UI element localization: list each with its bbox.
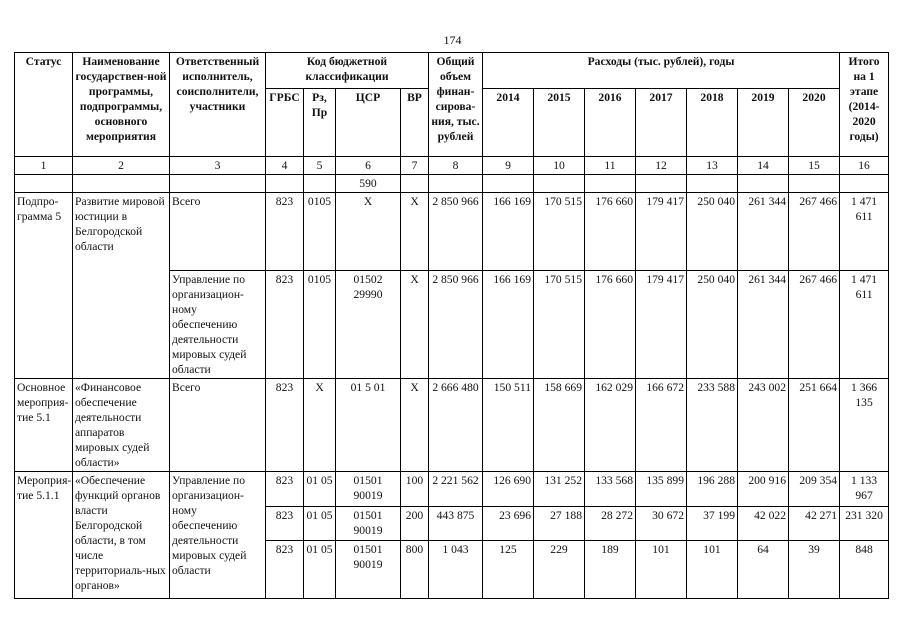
row-2015: 229 [534, 541, 585, 599]
column-number: 2 [73, 157, 170, 175]
table-row [15, 472, 889, 507]
column-number: 6 [336, 157, 401, 175]
row-vr: 800 [401, 541, 429, 599]
column-number: 15 [789, 157, 840, 175]
row-2017: 101 [636, 541, 687, 599]
row-2018: 250 040 [687, 271, 738, 379]
row-2018: 250 040 [687, 193, 738, 271]
row-responsible: Управление по организацион-ному обеспечению деятельности мировых судей области [170, 271, 266, 379]
row-grbs: 823 [266, 379, 304, 472]
row-itogo: 1 471 611 [840, 271, 889, 379]
row-responsible: Всего [170, 379, 266, 472]
table-row [15, 271, 889, 379]
header-year-2020: 2020 [789, 89, 840, 157]
column-number-row [15, 157, 889, 175]
row-rzpr: 01 05 [304, 472, 336, 507]
row-grbs: 823 [266, 507, 304, 541]
row-2020: 39 [789, 541, 840, 599]
row-2019: 261 344 [738, 271, 789, 379]
spill-row [15, 175, 889, 193]
event-name: «Обеспечение функций органов власти Белгородской области, в том числе территориаль-ных органов» [73, 472, 170, 599]
header-csr: ЦСР [336, 89, 401, 157]
row-status: Основное мероприя-тие 5.1 [15, 379, 73, 472]
spill-csr: 590 [336, 175, 401, 193]
header-total-funding: Общий объем финан-сирова-ния, тыс. рублей [429, 53, 483, 157]
row-2018: 37 199 [687, 507, 738, 541]
row-2014: 125 [483, 541, 534, 599]
row-2014: 150 511 [483, 379, 534, 472]
row-2015: 170 515 [534, 193, 585, 271]
column-number: 5 [304, 157, 336, 175]
row-2016: 176 660 [585, 271, 636, 379]
row-grbs: 823 [266, 271, 304, 379]
row-2019: 261 344 [738, 193, 789, 271]
header-status: Статус [15, 53, 73, 157]
header-year-2019: 2019 [738, 89, 789, 157]
header-rz-pr: Рз, Пр [304, 89, 336, 157]
row-itogo: 848 [840, 541, 889, 599]
row-csr: 01502 29990 [336, 271, 401, 379]
column-number: 8 [429, 157, 483, 175]
row-csr: 01501 90019 [336, 541, 401, 599]
header-program-name: Наименование государствен-ной программы, подпрограммы, основного мероприятия [73, 53, 170, 157]
column-number: 11 [585, 157, 636, 175]
row-rzpr: 0105 [304, 271, 336, 379]
event-responsible: Управление по организацион-ному обеспечению деятельности мировых судей области [170, 472, 266, 599]
row-rzpr: 0105 [304, 193, 336, 271]
row-2016: 162 029 [585, 379, 636, 472]
row-status: Подпро-грамма 5 [15, 193, 73, 271]
row-itogo: 1 133 967 [840, 472, 889, 507]
page-number: 174 [443, 33, 462, 47]
header-year-2017: 2017 [636, 89, 687, 157]
row-rzpr: X [304, 379, 336, 472]
row-responsible: Всего [170, 193, 266, 271]
row-vr: X [401, 271, 429, 379]
row-2014: 166 169 [483, 271, 534, 379]
row-2017: 135 899 [636, 472, 687, 507]
row-csr: 01501 90019 [336, 472, 401, 507]
header-vr: ВР [401, 89, 429, 157]
row-name: «Финансовое обеспечение деятельности аппаратов мировых судей области» [73, 379, 170, 472]
row-csr: 01 5 01 [336, 379, 401, 472]
row-grbs: 823 [266, 541, 304, 599]
table-row [15, 193, 889, 271]
row-2017: 30 672 [636, 507, 687, 541]
row-2019: 64 [738, 541, 789, 599]
row-2014: 23 696 [483, 507, 534, 541]
column-number: 10 [534, 157, 585, 175]
row-2020: 267 466 [789, 271, 840, 379]
row-2020: 209 354 [789, 472, 840, 507]
row-2015: 170 515 [534, 271, 585, 379]
row-vr: X [401, 193, 429, 271]
row-vr: 100 [401, 472, 429, 507]
header-year-2018: 2018 [687, 89, 738, 157]
row-vr: X [401, 379, 429, 472]
row-name: Развитие мировой юстиции в Белгородской области [73, 193, 170, 271]
header-year-2014: 2014 [483, 89, 534, 157]
table-row [15, 379, 889, 472]
row-2019: 200 916 [738, 472, 789, 507]
budget-table [14, 52, 889, 599]
row-total: 2 850 966 [429, 193, 483, 271]
row-2016: 133 568 [585, 472, 636, 507]
row-2014: 126 690 [483, 472, 534, 507]
row-2018: 101 [687, 541, 738, 599]
column-number: 3 [170, 157, 266, 175]
row-2016: 176 660 [585, 193, 636, 271]
row-2016: 189 [585, 541, 636, 599]
row-2020: 251 664 [789, 379, 840, 472]
row-2020: 42 271 [789, 507, 840, 541]
row-grbs: 823 [266, 472, 304, 507]
header-year-2016: 2016 [585, 89, 636, 157]
row-2018: 196 288 [687, 472, 738, 507]
row-itogo: 1 471 611 [840, 193, 889, 271]
header-grbs: ГРБС [266, 89, 304, 157]
row-total: 2 850 966 [429, 271, 483, 379]
row-csr: X [336, 193, 401, 271]
column-number: 9 [483, 157, 534, 175]
row-2015: 131 252 [534, 472, 585, 507]
row-status [15, 271, 73, 379]
row-total: 2 666 480 [429, 379, 483, 472]
column-number: 4 [266, 157, 304, 175]
header-itogo: Итого на 1 этапе (2014-2020 годы) [840, 53, 889, 157]
row-rzpr: 01 05 [304, 507, 336, 541]
row-total: 1 043 [429, 541, 483, 599]
column-number: 16 [840, 157, 889, 175]
column-number: 1 [15, 157, 73, 175]
row-2017: 179 417 [636, 271, 687, 379]
row-name [73, 271, 170, 379]
row-2020: 267 466 [789, 193, 840, 271]
header-responsible: Ответственный исполнитель, соисполнители, участники [170, 53, 266, 157]
event-status: Мероприя-тие 5.1.1 [15, 472, 73, 599]
row-2016: 28 272 [585, 507, 636, 541]
column-number: 7 [401, 157, 429, 175]
row-2019: 243 002 [738, 379, 789, 472]
row-2019: 42 022 [738, 507, 789, 541]
row-2017: 166 672 [636, 379, 687, 472]
header-year-2015: 2015 [534, 89, 585, 157]
column-number: 13 [687, 157, 738, 175]
row-total: 2 221 562 [429, 472, 483, 507]
row-2017: 179 417 [636, 193, 687, 271]
row-grbs: 823 [266, 193, 304, 271]
row-itogo: 231 320 [840, 507, 889, 541]
row-rzpr: 01 05 [304, 541, 336, 599]
row-csr: 01501 90019 [336, 507, 401, 541]
row-2018: 233 588 [687, 379, 738, 472]
column-number: 14 [738, 157, 789, 175]
header-expenses: Расходы (тыс. рублей), годы [483, 53, 840, 89]
row-2015: 27 188 [534, 507, 585, 541]
header-budget-code: Код бюджетной классификации [266, 53, 429, 89]
row-2014: 166 169 [483, 193, 534, 271]
row-vr: 200 [401, 507, 429, 541]
column-number: 12 [636, 157, 687, 175]
row-total: 443 875 [429, 507, 483, 541]
row-2015: 158 669 [534, 379, 585, 472]
row-itogo: 1 366 135 [840, 379, 889, 472]
